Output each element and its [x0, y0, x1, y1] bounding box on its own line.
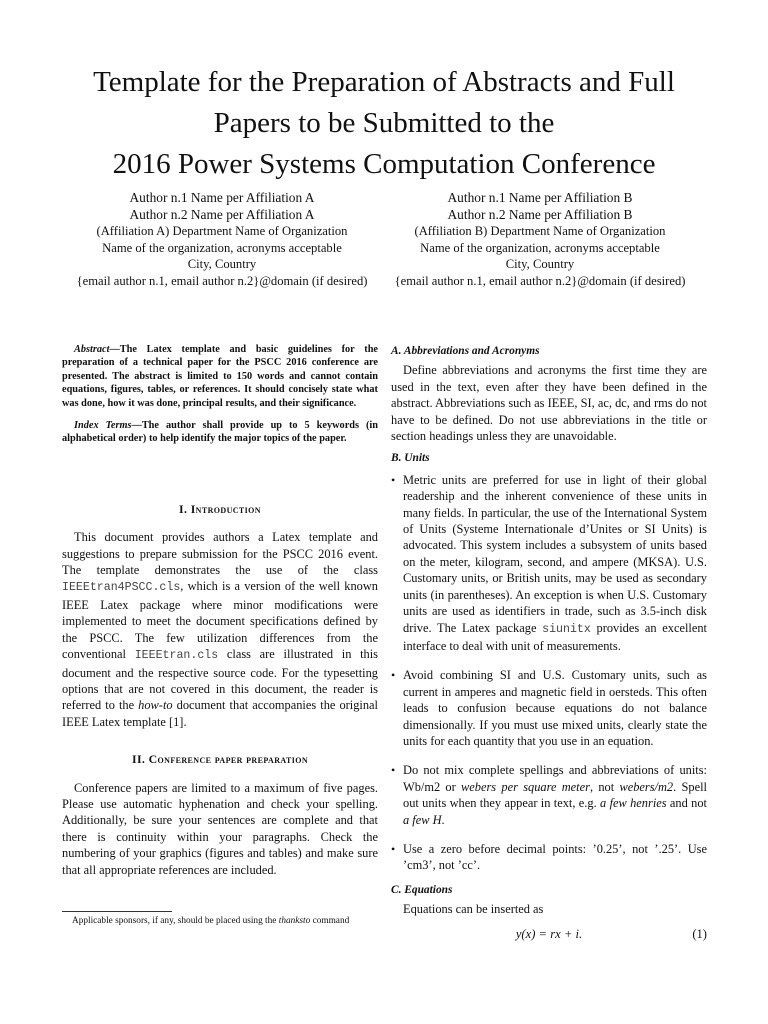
intro-how-to: how-to [138, 698, 173, 713]
right-column [391, 343, 707, 946]
units-bullet-1-text: Metric units are preferred for use in light of their global readership and the inherent convenience of these units in many fields. In particular, the use of the International System of Units (Systeme Internationale d’Unites or SI Units) is advocated. This system includes a subsystem of units based on the meter, kilogram, second, and ampere (MKSA). U.S. Customary units, or British units, may be used as secondary units (in parentheses). An exception is when U.S. Customary units are used as identifiers in trade, such as 3.5-inch disk drive. The Latex package [403, 472, 707, 635]
intro-text-4: document that accompanies the original IEEE Latex template [1]. [62, 698, 378, 729]
section-heading-introduction: I. Introduction [179, 501, 261, 516]
author-b-organization: Name of the organization, acronyms acceptable [420, 240, 660, 255]
author-a-email: {email author n.1, email author n.2}@domain (if desired) [76, 273, 368, 288]
units-code-siunitx: siunitx [542, 622, 591, 636]
title-line-3: 2016 Power Systems Computation Conference [112, 148, 656, 180]
equation-1 [391, 926, 707, 946]
author-b-email: {email author n.1, email author n.2}@domain (if desired) [394, 273, 686, 288]
bullet-marker: • [391, 668, 396, 683]
author-a-city: City, Country [187, 257, 257, 272]
title-line-1: Template for the Preparation of Abstracts and Full [93, 66, 675, 98]
index-terms-text: —The author shall provide up to 5 keywords (in alphabetical order) to help identify the major topics of the paper. [62, 420, 378, 445]
list-item [391, 762, 707, 828]
author-b-name-2: Author n.2 Name per Affiliation B [447, 206, 633, 222]
abbreviations-paragraph: Define abbreviations and acronyms the first time they are used in the text, even after they have been defined in the abstract. Abbreviations such as IEEE, SI, ac, dc, and rms do not have to be defined. Do not use abbreviations in the title or section headings unless they are unavoidable. [391, 363, 707, 444]
units-bullet-list [391, 472, 707, 874]
author-a-name-2: Author n.2 Name per Affiliation A [129, 206, 315, 222]
author-b-department: (Affiliation B) Department Name of Organization [414, 224, 666, 239]
bullet-marker: • [391, 841, 396, 856]
section-heading-conference: II. Conference paper preparation [131, 752, 309, 767]
index-terms-lead: Index Terms [74, 420, 132, 432]
units-bullet-3-text-4: and not [666, 796, 707, 811]
units-bullet-2-text: Avoid combining SI and U.S. Customary units, such as current in amperes and magnetic field in oersteds. This often leads to confusion because equations do not balance dimensionally. If you must use mixed units, clearly state the units for each quantity that you use in an equation. [403, 668, 707, 748]
subsection-heading-abbreviations: A. Abbreviations and Acronyms [391, 345, 540, 357]
units-bullet-3-text-3: . Spell out units when they appear in text, e.g. [403, 779, 707, 811]
bullet-marker: • [391, 472, 396, 487]
list-item [391, 472, 707, 654]
author-a-organization: Name of the organization, acronyms acceptable [102, 240, 342, 255]
author-b-name-1: Author n.1 Name per Affiliation B [447, 190, 633, 205]
author-block-affiliation-b [370, 190, 710, 290]
author-a-name-1: Author n.1 Name per Affiliation A [129, 190, 315, 205]
subsection-heading-units: B. Units [391, 452, 430, 465]
intro-text-3: class are illustrated in this document and the respective source code. For the typesetting options that are not covered in this document, the reader is referred to the [62, 647, 378, 713]
paper-title [40, 62, 728, 185]
footnote-command: thanksto [278, 916, 311, 926]
intro-text-2: , which is a version of the well known IEEE Latex package where minor modifications were implemented to meet the document specifications defined by the PSCC. The few utilization differences from the conventional [62, 579, 378, 662]
index-terms [62, 419, 378, 446]
bullet-marker: • [391, 763, 396, 778]
units-bullet-4-text: Use a zero before decimal points: ’0.25’, not ’.25’. Use ’cm3’, not ’cc’. [403, 841, 707, 873]
list-item [391, 667, 707, 749]
units-bullet-3-italic-1: webers per square meter [461, 779, 590, 794]
intro-code-class: IEEEtran4PSCC.cls [62, 581, 181, 595]
footnote-text-2: command [310, 916, 350, 926]
author-b-city: City, Country [505, 257, 575, 272]
intro-text-1: This document provides authors a Latex template and suggestions to prepare submission for the PSCC 2016 event. The template demonstrates the use of the class [62, 530, 378, 578]
title-line-2: Papers to be Submitted to the [213, 107, 555, 139]
equation-number: (1) [692, 926, 707, 941]
subsection-heading-equations: C. Equations [391, 883, 453, 896]
footnote [72, 915, 382, 927]
units-bullet-3-text-5: . [441, 812, 445, 827]
author-a-department: (Affiliation A) Department Name of Organization [96, 224, 348, 239]
footnote-rule [62, 911, 172, 912]
author-block-affiliation-a [52, 190, 392, 290]
units-bullet-3-text-1: Do not mix complete spellings and abbreviations of units: Wb/m2 or [403, 763, 707, 794]
equations-paragraph: Equations can be inserted as [403, 902, 544, 917]
abstract-text: —The Latex template and basic guidelines for the preparation of a technical paper for the PSCC 2016 conference are presented. The abstract is limited to 150 words and cannot contain equations, figures, tables, or references. It should concisely state what was done, how it was done, principal results, and their significance. [62, 344, 378, 409]
units-bullet-3-italic-3: a few henries [600, 796, 667, 811]
units-bullet-1-text-2: provides an excellent interface to deal with unit of measurements. [403, 620, 707, 653]
footnote-text-1: Applicable sponsors, if any, should be placed using the [72, 916, 279, 926]
units-bullet-3-text-2: , not [589, 779, 620, 794]
intro-code-ieeetran: IEEEtran.cls [134, 649, 219, 663]
abstract-lead: Abstract [74, 344, 110, 355]
abstract [62, 343, 378, 410]
units-bullet-3-italic-2: webers/m2 [619, 779, 674, 794]
equation-formula: y(x) = rx + i. [515, 926, 583, 941]
conference-paragraph: Conference papers are limited to a maximum of five pages. Please use automatic hyphenation and check your spelling. Additionally, be sure your sentences are complete and that there is continuity within your paragraphs. Check the numbering of your graphics (figures and tables) and make sure that all appropriate references are included. [62, 780, 378, 877]
left-column [62, 343, 378, 878]
introduction-paragraph [62, 529, 378, 730]
units-bullet-3-italic-4: a few H [403, 812, 442, 827]
list-item [391, 841, 707, 874]
